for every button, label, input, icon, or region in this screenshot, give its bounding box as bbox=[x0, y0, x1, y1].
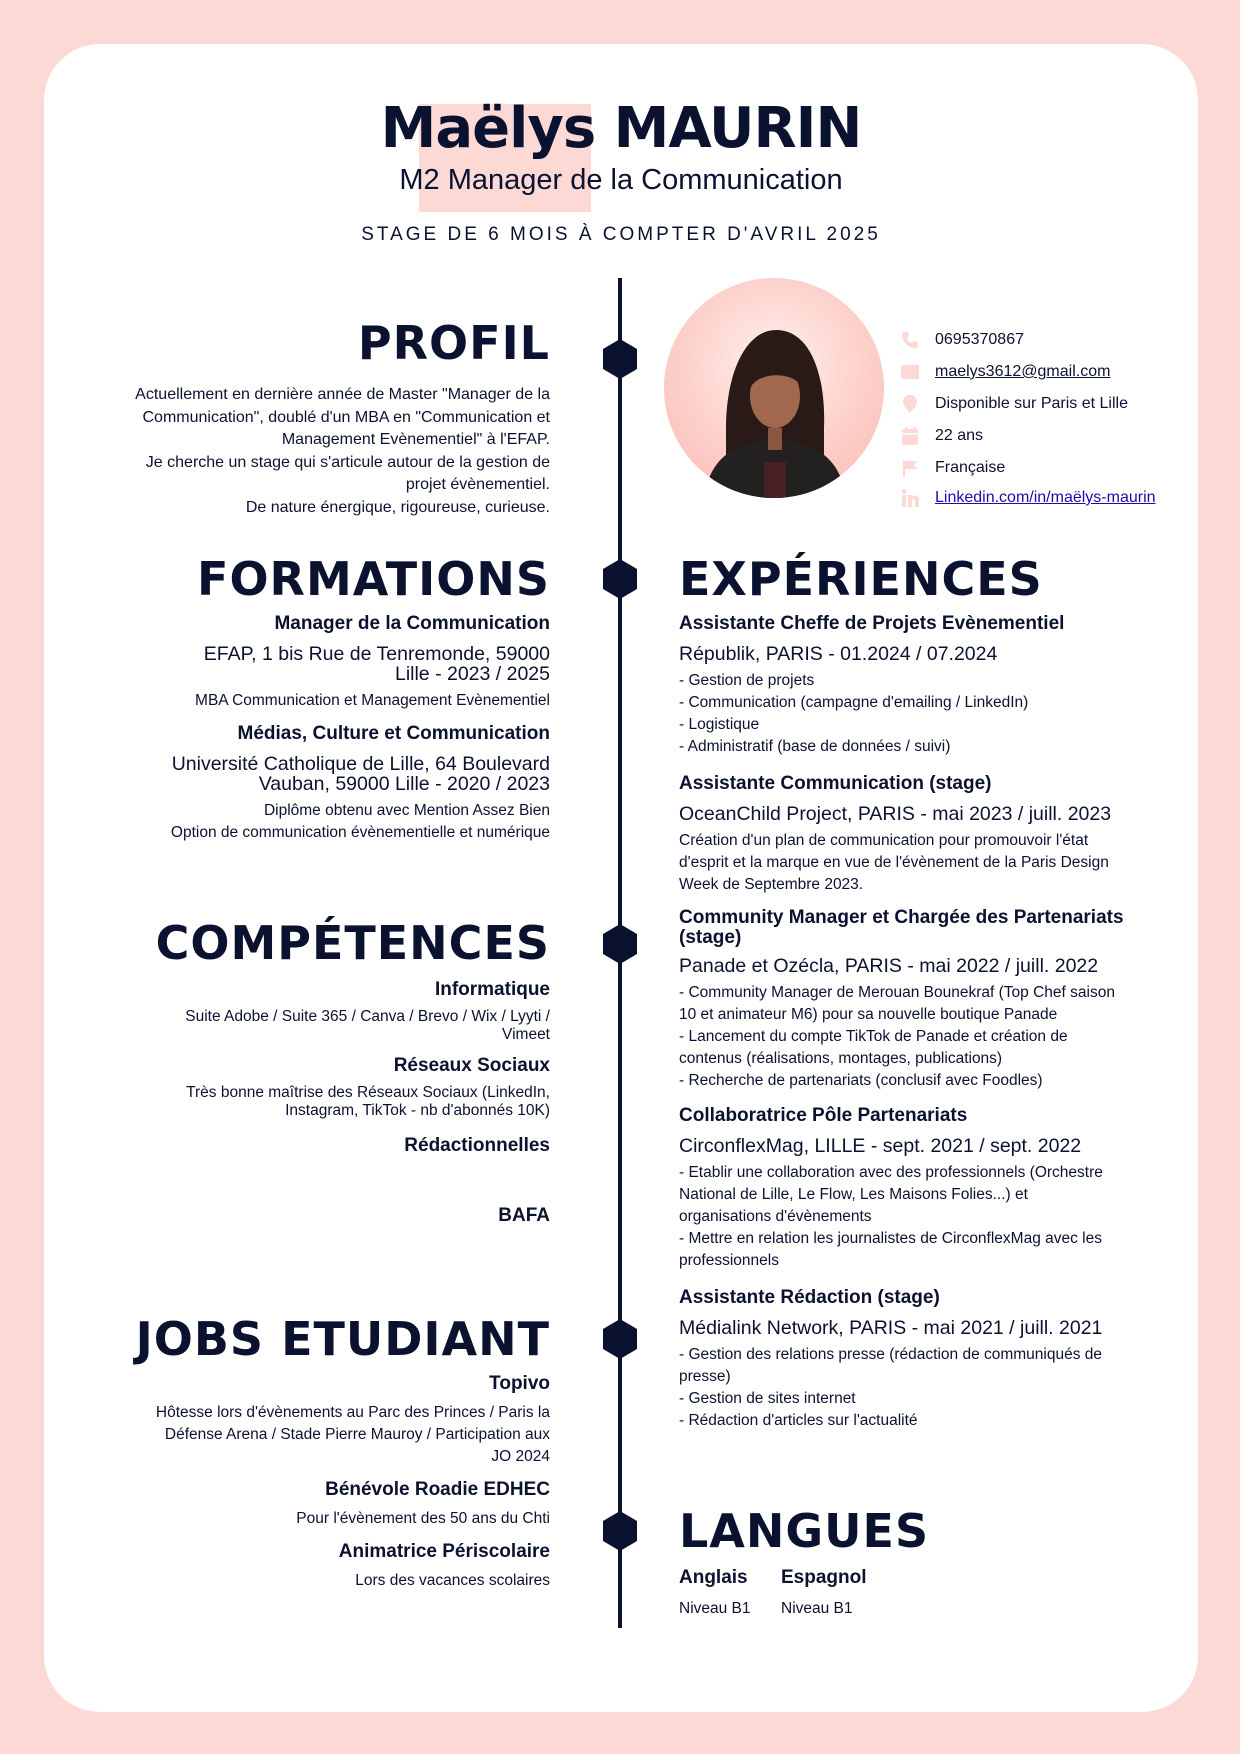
experience-line: presse) bbox=[679, 1368, 731, 1385]
calendar-icon bbox=[899, 425, 921, 447]
langue-name: Espagnol bbox=[781, 1567, 867, 1588]
profil-line: projet évènementiel. bbox=[405, 476, 550, 493]
header bbox=[44, 96, 1198, 246]
experience-line: Création d'un plan de communication pour promouvoir l'état bbox=[679, 832, 1089, 849]
contact-nationality bbox=[899, 456, 1005, 480]
section-title-langues: LANGUES bbox=[679, 1504, 930, 1558]
experience-company: Médialink Network, PARIS - mai 2021 / juill. 2021 bbox=[679, 1317, 1103, 1339]
competence-line: Instagram, TikTok - nb d'abonnés 10K) bbox=[285, 1102, 550, 1119]
profil-text bbox=[94, 384, 550, 519]
experience-line: - Logistique bbox=[679, 716, 760, 733]
internship-banner: STAGE DE 6 MOIS À COMPTER D'AVRIL 2025 bbox=[361, 224, 881, 245]
competence-title: BAFA bbox=[498, 1205, 550, 1226]
job-title: Bénévole Roadie EDHEC bbox=[325, 1479, 550, 1500]
job-line: Lors des vacances scolaires bbox=[355, 1572, 550, 1589]
candidate-name: Maëlys MAURIN bbox=[380, 96, 862, 161]
experience-line: - Gestion de projets bbox=[679, 672, 815, 689]
experience-line: professionnels bbox=[679, 1252, 779, 1269]
competence-item bbox=[94, 1204, 550, 1228]
phone-text: 0695370867 bbox=[935, 331, 1024, 348]
timeline-marker-formations bbox=[603, 559, 637, 599]
contact-email[interactable] bbox=[899, 360, 1110, 384]
contact-location bbox=[899, 392, 1128, 416]
flag-icon bbox=[899, 457, 921, 479]
location-text: Disponible sur Paris et Lille bbox=[935, 395, 1128, 412]
competence-item bbox=[94, 1054, 550, 1120]
experience-line: - Gestion des relations presse (rédaction de communiqués de bbox=[679, 1346, 1103, 1363]
contact-linkedin[interactable] bbox=[899, 486, 1156, 510]
job-line: Défense Arena / Stade Pierre Mauroy / Participation aux bbox=[164, 1426, 550, 1443]
profil-section bbox=[94, 316, 550, 519]
formation-dates: Lille - 2023 / 2025 bbox=[394, 663, 550, 685]
experience-item bbox=[679, 1286, 1159, 1432]
experience-item bbox=[679, 772, 1159, 896]
jobs-section bbox=[94, 1312, 550, 1592]
experience-line: - Rédaction d'articles sur l'actualité bbox=[679, 1412, 918, 1429]
profil-line: Actuellement en dernière année de Master "Manager de la bbox=[135, 386, 550, 403]
experience-line: - Gestion de sites internet bbox=[679, 1390, 856, 1407]
experience-line: - Mettre en relation les journalistes de CirconflexMag avec les bbox=[679, 1230, 1102, 1247]
section-title-jobs: JOBS ETUDIANT bbox=[135, 1312, 550, 1366]
experience-line: - Communication (campagne d'emailing / LinkedIn) bbox=[679, 694, 1029, 711]
phone-icon bbox=[899, 329, 921, 351]
experience-line: National de Lille, Le Flow, Les Maisons Folies...) et bbox=[679, 1186, 1028, 1203]
job-item bbox=[94, 1372, 550, 1468]
profil-line: Je cherche un stage qui s'articule autour de la gestion de bbox=[145, 453, 550, 471]
map-pin-icon bbox=[899, 393, 921, 415]
experience-company: Républik, PARIS - 01.2024 / 07.2024 bbox=[679, 643, 998, 665]
job-line: Hôtesse lors d'évènements au Parc des Princes / Paris la bbox=[155, 1404, 550, 1421]
formation-dates: Vauban, 59000 Lille - 2020 / 2023 bbox=[258, 773, 550, 795]
job-line: JO 2024 bbox=[491, 1448, 550, 1465]
langue-name: Anglais bbox=[679, 1567, 748, 1588]
contact-age bbox=[899, 424, 983, 448]
profil-line: Management Evènementiel" à l'EFAP. bbox=[281, 431, 550, 448]
experience-line: d'esprit et la marque en vue de l'évènement de la Paris Design bbox=[679, 854, 1109, 871]
candidate-subtitle: M2 Manager de la Communication bbox=[399, 164, 843, 196]
competence-line: Suite Adobe / Suite 365 / Canva / Brevo / Wix / Lyyti / bbox=[185, 1008, 550, 1025]
experience-item bbox=[679, 1104, 1159, 1272]
competence-title: Informatique bbox=[434, 979, 550, 1000]
linkedin-link[interactable]: Linkedin.com/in/maëlys-maurin bbox=[935, 489, 1156, 506]
experiences-section bbox=[679, 552, 1159, 1432]
profile-photo bbox=[664, 278, 884, 498]
profil-line: Communication", doublé d'un MBA en "Communication et bbox=[142, 408, 550, 426]
formation-detail: MBA Communication et Management Evènementiel bbox=[195, 692, 550, 709]
experience-company: Panade et Ozécla, PARIS - mai 2022 / juill. 2022 bbox=[679, 955, 1099, 977]
experience-line: - Etablir une collaboration avec des professionnels (Orchestre bbox=[679, 1164, 1103, 1181]
formation-item bbox=[94, 722, 550, 844]
experience-line: organisations d'évènements bbox=[679, 1208, 872, 1225]
section-title-profil: PROFIL bbox=[357, 316, 550, 370]
experience-line: - Recherche de partenariats (conclusif avec Foodles) bbox=[679, 1072, 1043, 1089]
job-item bbox=[94, 1540, 550, 1592]
experience-title: Collaboratrice Pôle Partenariats bbox=[679, 1105, 968, 1126]
langue-item bbox=[781, 1566, 867, 1620]
timeline-marker-langues bbox=[603, 1511, 637, 1551]
experience-title: Assistante Rédaction (stage) bbox=[679, 1287, 940, 1308]
langues-list bbox=[679, 1566, 1159, 1620]
section-title-competences: COMPÉTENCES bbox=[155, 916, 550, 970]
formation-title: Médias, Culture et Communication bbox=[237, 723, 550, 744]
linkedin-icon bbox=[899, 487, 921, 509]
langue-item bbox=[679, 1566, 781, 1620]
langues-section bbox=[679, 1504, 1159, 1620]
competence-line: Vimeet bbox=[502, 1026, 550, 1043]
experience-company: CirconflexMag, LILLE - sept. 2021 / sept. 2022 bbox=[679, 1135, 1082, 1157]
experience-company: OceanChild Project, PARIS - mai 2023 / juill. 2023 bbox=[679, 803, 1112, 825]
experience-line: - Lancement du compte TikTok de Panade et création de bbox=[679, 1028, 1068, 1045]
formation-title: Manager de la Communication bbox=[274, 613, 550, 634]
competence-title: Rédactionnelles bbox=[404, 1135, 550, 1156]
langue-level: Niveau B1 bbox=[781, 1600, 853, 1617]
experience-item bbox=[679, 612, 1159, 758]
profil-line: De nature énergique, rigoureuse, curieuse. bbox=[245, 498, 550, 516]
formation-detail: Diplôme obtenu avec Mention Assez Bien bbox=[263, 802, 550, 819]
section-title-experiences: EXPÉRIENCES bbox=[679, 552, 1043, 606]
experience-line: contenus (réalisations, montages, publications) bbox=[679, 1050, 1003, 1067]
section-title-formations: FORMATIONS bbox=[197, 552, 550, 606]
experience-line: - Administratif (base de données / suivi) bbox=[679, 738, 951, 755]
formations-section bbox=[94, 552, 550, 844]
experience-line: - Community Manager de Merouan Bounekraf (Top Chef saison bbox=[679, 984, 1115, 1001]
email-link[interactable]: maelys3612@gmail.com bbox=[935, 363, 1111, 380]
competence-line: Très bonne maîtrise des Réseaux Sociaux (LinkedIn, bbox=[186, 1084, 550, 1101]
job-title: Topivo bbox=[489, 1373, 550, 1394]
experience-title: Assistante Communication (stage) bbox=[679, 773, 992, 794]
nationality-text: Française bbox=[935, 459, 1006, 476]
timeline-marker-jobs bbox=[603, 1319, 637, 1359]
competence-item bbox=[94, 1134, 550, 1158]
competence-title: Réseaux Sociaux bbox=[393, 1055, 550, 1076]
age-text: 22 ans bbox=[935, 427, 984, 444]
competence-item bbox=[94, 978, 550, 1044]
job-line: Pour l'évènement des 50 ans du Chti bbox=[296, 1510, 550, 1527]
experience-line: 10 et animateur M6) pour sa nouvelle boutique Panade bbox=[679, 1006, 1058, 1023]
timeline-marker-profil bbox=[603, 339, 637, 379]
profile-photo-illustration bbox=[664, 278, 884, 498]
contact-phone bbox=[899, 328, 1024, 352]
formation-detail: Option de communication évènementielle et numérique bbox=[170, 824, 550, 841]
experience-title: Community Manager et Chargée des Partenariats (stage) bbox=[679, 907, 1124, 948]
langue-level: Niveau B1 bbox=[679, 1600, 751, 1617]
experience-line: Week de Septembre 2023. bbox=[679, 876, 864, 893]
competences-section bbox=[94, 916, 550, 1228]
formation-school: Université Catholique de Lille, 64 Boulevard bbox=[171, 753, 550, 775]
formation-item bbox=[94, 612, 550, 712]
experience-title: Assistante Cheffe de Projets Evènementiel bbox=[679, 613, 1065, 634]
job-item bbox=[94, 1478, 550, 1530]
experience-item bbox=[679, 908, 1159, 1092]
formation-school: EFAP, 1 bis Rue de Tenremonde, 59000 bbox=[203, 643, 550, 665]
envelope-icon bbox=[899, 361, 921, 383]
timeline-marker-competences bbox=[603, 924, 637, 964]
job-title: Animatrice Périscolaire bbox=[338, 1541, 550, 1562]
cv-card bbox=[44, 44, 1198, 1712]
